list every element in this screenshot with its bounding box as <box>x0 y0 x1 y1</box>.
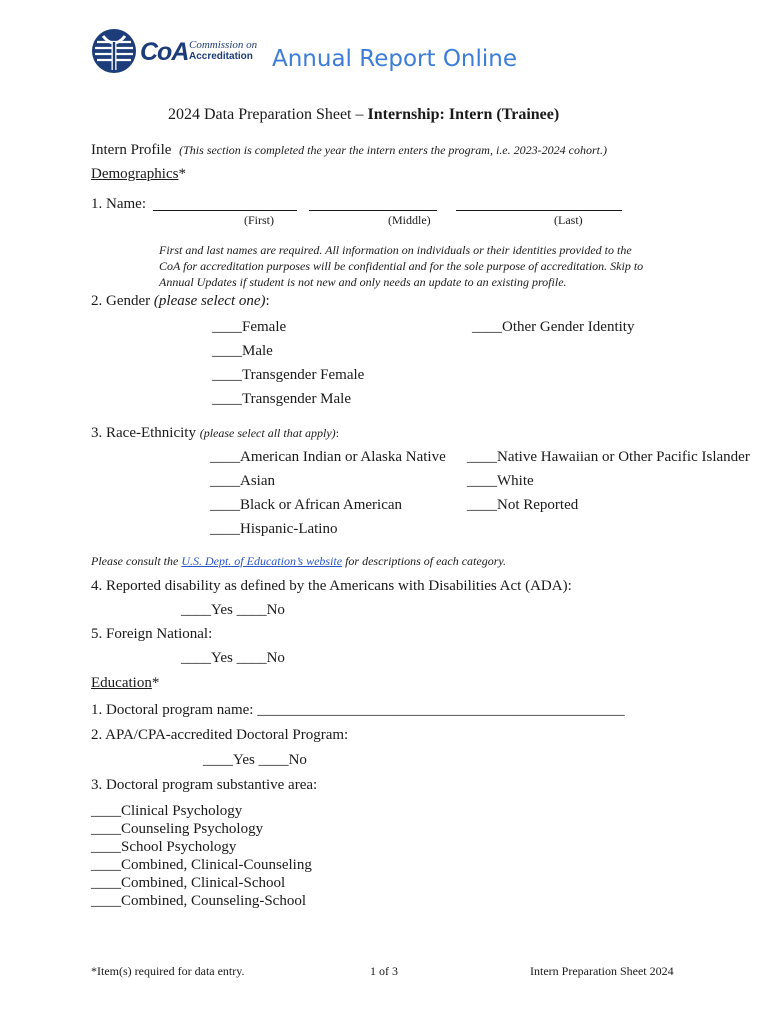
race-option[interactable]: ____Not Reported <box>467 497 579 513</box>
profile-label: Intern Profile <box>91 142 172 158</box>
foreign-national-label: 5. Foreign National: <box>91 626 213 642</box>
apa-accredited-label: 2. APA/CPA-accredited Doctoral Program: <box>91 727 349 743</box>
footer-doc-name: Intern Preparation Sheet 2024 <box>530 964 674 978</box>
last-name-field[interactable] <box>456 210 622 211</box>
title-prefix: 2024 Data Preparation Sheet – <box>168 106 368 123</box>
name-note-line: CoA for accreditation purposes will be confidential and for the sole purpose of accreditation. Skip to <box>159 259 644 273</box>
middle-name-field[interactable] <box>309 210 437 211</box>
disability-label: 4. Reported disability as defined by the Americans with Disabilities Act (ADA): <box>91 578 572 594</box>
foreign-national-yes-no[interactable]: ____Yes ____No <box>181 650 285 666</box>
race-option[interactable]: ____White <box>467 473 534 489</box>
substantive-option[interactable]: ____Combined, Counseling-School <box>91 893 306 909</box>
gender-option[interactable]: ____Transgender Female <box>212 367 365 383</box>
race-option[interactable]: ____American Indian or Alaska Native <box>210 449 446 465</box>
name-note <box>159 242 643 290</box>
race-label <box>91 425 339 442</box>
substantive-area-label: 3. Doctoral program substantive area: <box>91 777 318 793</box>
education-heading <box>91 675 159 692</box>
race-option[interactable]: ____Black or African American <box>210 497 403 513</box>
consult-prefix: Please consult the <box>91 554 182 568</box>
gender-title: 2. Gender <box>91 293 154 309</box>
consult-suffix: for descriptions of each category. <box>342 554 507 568</box>
race-title: 3. Race-Ethnicity <box>91 425 200 441</box>
footer-note: *Item(s) required for data entry. <box>91 964 245 978</box>
gender-label <box>91 293 270 310</box>
substantive-option[interactable]: ____School Psychology <box>91 839 237 855</box>
gender-option[interactable]: ____Female <box>212 319 287 335</box>
title-bold: Internship: Intern (Trainee) <box>367 106 560 123</box>
name-note-line: First and last names are required. All information on individuals or their identities provided to the <box>159 243 632 257</box>
demographics-heading <box>91 166 186 183</box>
intern-profile-line <box>91 142 607 159</box>
logo-line-2: Accreditation <box>189 51 253 62</box>
profile-note: (This section is completed the year the intern enters the program, i.e. 2023-2024 cohort.) <box>179 143 607 157</box>
race-hint: (please select all that apply) <box>199 426 336 440</box>
race-colon: : <box>335 426 340 440</box>
education-dept-link[interactable]: U.S. Dept. of Education’s website <box>181 554 343 568</box>
substantive-option[interactable]: ____Combined, Clinical-Counseling <box>91 857 312 873</box>
race-option[interactable]: ____Native Hawaiian or Other Pacific Islander <box>467 449 750 465</box>
required-asterisk: * <box>178 166 186 182</box>
document-title <box>168 106 559 124</box>
apa-yes-no[interactable]: ____Yes ____No <box>203 752 307 768</box>
logo-line-1: Commission on <box>189 39 258 51</box>
disability-yes-no[interactable]: ____Yes ____No <box>181 602 285 618</box>
consult-note <box>91 554 506 569</box>
required-asterisk: * <box>151 675 160 691</box>
name-note-line: Annual Updates if student is not new and only needs an update to an existing profile. <box>159 275 567 289</box>
middle-caption: (Middle) <box>388 213 431 227</box>
gender-option[interactable]: ____Other Gender Identity <box>472 319 635 335</box>
substantive-option[interactable]: ____Combined, Clinical-School <box>91 875 286 891</box>
first-name-field[interactable] <box>153 210 297 211</box>
demographics-title: Demographics <box>91 166 179 182</box>
gender-hint: (please select one) <box>153 293 266 309</box>
substantive-option[interactable]: ____Clinical Psychology <box>91 803 243 819</box>
gender-colon: : <box>265 293 270 309</box>
app-title: Annual Report Online <box>272 46 518 72</box>
gender-option[interactable]: ____Transgender Male <box>212 391 352 407</box>
coa-emblem-icon <box>91 28 137 74</box>
substantive-area-options <box>91 802 312 910</box>
last-caption: (Last) <box>554 213 583 227</box>
name-label: 1. Name: <box>91 196 146 212</box>
substantive-option[interactable]: ____Counseling Psychology <box>91 821 264 837</box>
first-caption: (First) <box>244 213 274 227</box>
page-number: 1 of 3 <box>370 964 398 978</box>
race-option[interactable]: ____Hispanic-Latino <box>210 521 338 537</box>
education-title: Education <box>91 675 152 691</box>
gender-option[interactable]: ____Male <box>212 343 273 359</box>
doctoral-program-name-field[interactable]: 1. Doctoral program name: _________________________________________________ <box>91 702 625 718</box>
race-option[interactable]: ____Asian <box>210 473 275 489</box>
logo-wordmark: CoA <box>140 38 189 66</box>
